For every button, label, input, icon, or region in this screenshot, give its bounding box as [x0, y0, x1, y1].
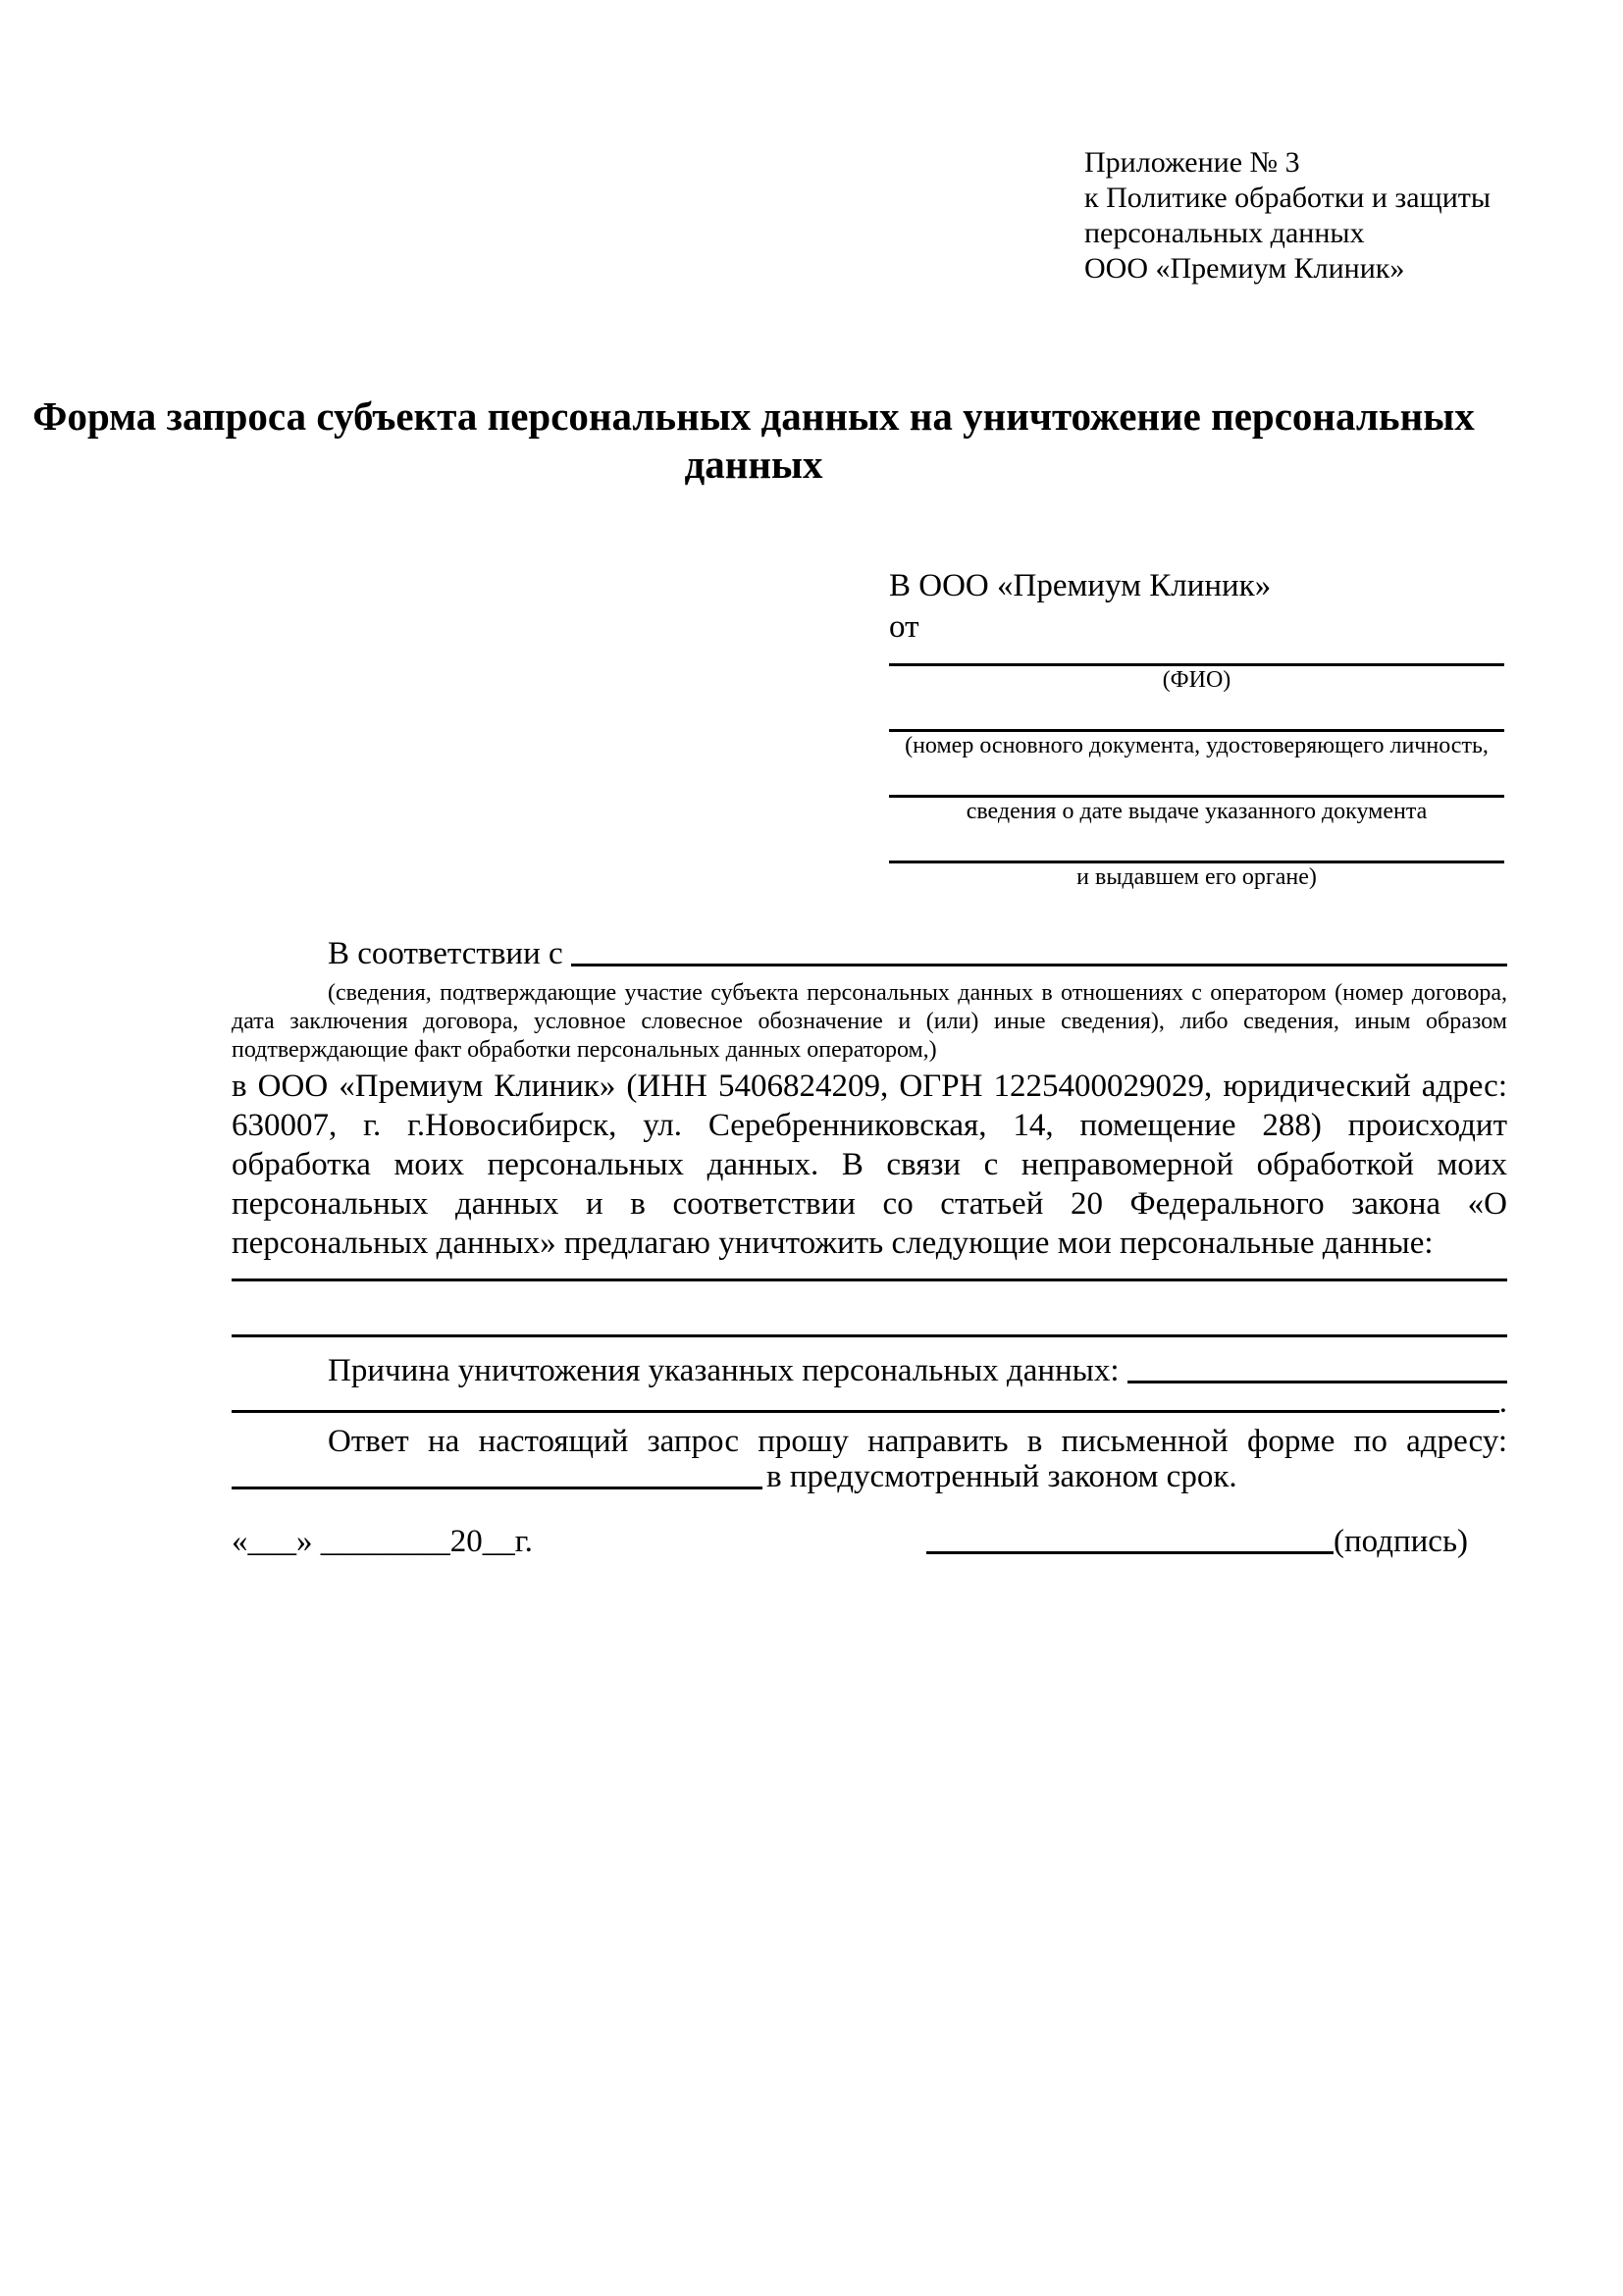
- addressee-from-label: от: [889, 609, 919, 645]
- date-line: «___» ________20__г.: [232, 1524, 533, 1559]
- addressee-block: [889, 565, 1504, 892]
- signature-group: [926, 1522, 1507, 1561]
- response-paragraph: Ответ на настоящий запрос прошу направить в письменной форме по адресу:: [328, 1424, 1507, 1459]
- addressee-field-issuing-authority: [889, 861, 1504, 892]
- write-in-line: [571, 964, 1507, 966]
- field-caption: (ФИО): [1162, 667, 1231, 693]
- field-caption: (номер основного документа, удостоверяющего личность,: [905, 733, 1489, 758]
- write-in-line: [1127, 1381, 1507, 1383]
- addressee-to: В ООО «Премиум Клиник»: [889, 568, 1272, 603]
- accordance-row: [232, 934, 1507, 973]
- signature-caption: (подпись): [1334, 1524, 1468, 1559]
- line-terminator: .: [1498, 1384, 1507, 1420]
- appendix-header-line: ООО «Премиум Клиник»: [1084, 252, 1405, 285]
- addressee-field-document-number: [889, 729, 1504, 760]
- response-tail: в предусмотренный законом срок.: [766, 1459, 1237, 1494]
- write-in-line: [232, 1487, 762, 1489]
- write-in-line: [232, 1278, 1507, 1281]
- addressee-field-fio: [889, 663, 1504, 695]
- main-paragraph: в ООО «Премиум Клиник» (ИНН 5406824209, ОГРН 1225400029029, юридический адрес: 630007, г. г.Новосибирск, ул. Серебренниковская, 14, помещение 288) происходит обработка моих персональных данных. В связи с неправомерной обработкой моих персональных данных и в соответствии со статьей 20 Федерального закона «О персональных данных» предлагаю уничтожить следующие мои персональные данные:: [232, 1069, 1507, 1261]
- response-address-row: [232, 1457, 1507, 1496]
- field-caption: сведения о дате выдаче указанного документа: [966, 799, 1428, 824]
- reason-label: Причина уничтожения указанных персональных данных:: [328, 1353, 1120, 1388]
- field-caption: и выдавшем его органе): [1076, 864, 1317, 890]
- accordance-label: В соответствии с: [328, 936, 563, 971]
- signature-line: [926, 1551, 1334, 1554]
- write-in-line: [232, 1410, 1499, 1413]
- write-in-line: [232, 1334, 1507, 1337]
- appendix-header-line: персональных данных: [1084, 217, 1365, 249]
- document-body: [232, 934, 1507, 1561]
- accordance-note: (сведения, подтверждающие участие субъекта персональных данных в отношениях с оператором (номер договора, дата заключения договора, условное словесное обозначение и (или) иные сведения), либо сведения, иным образом подтверждающие факт обработки персональных данных оператором,): [232, 980, 1507, 1063]
- addressee-field-issue-date: [889, 795, 1504, 826]
- appendix-header-line: Приложение № 3: [1084, 146, 1300, 179]
- appendix-header: [1084, 145, 1491, 287]
- appendix-header-line: к Политике обработки и защиты: [1084, 182, 1492, 214]
- document-title: Форма запроса субъекта персональных данных на уничтожение персональных данных: [32, 393, 1475, 487]
- footer-row: [232, 1522, 1507, 1561]
